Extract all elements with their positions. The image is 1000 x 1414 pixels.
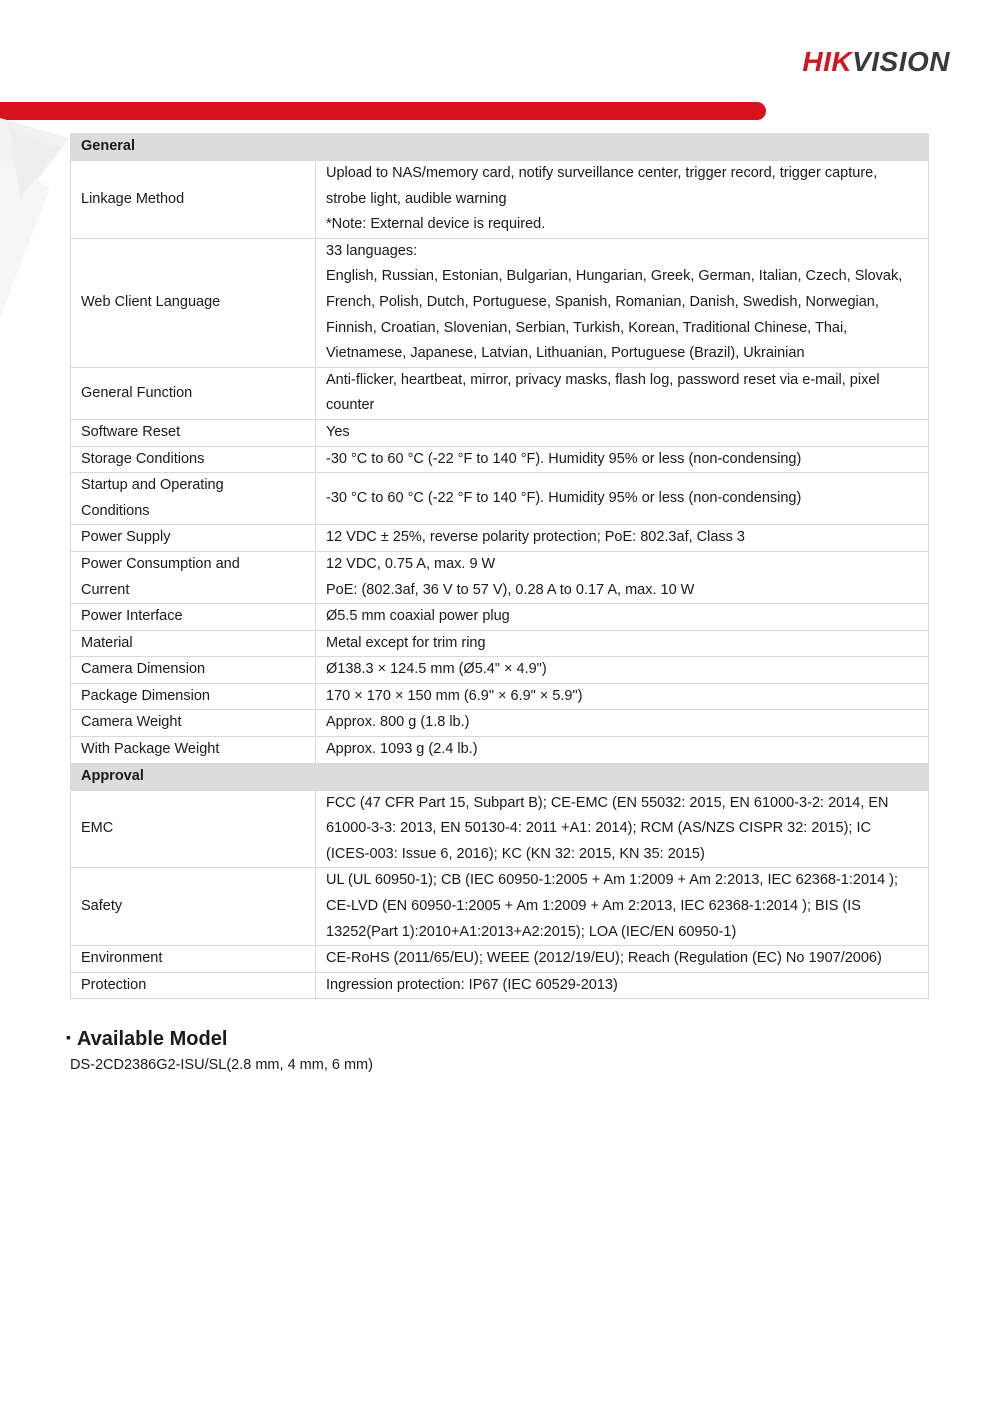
spec-key-line: Power Supply: [81, 529, 171, 546]
spec-value-line: -30 °C to 60 °C (-22 °F to 140 °F). Humidity 95% or less (non-condensing): [326, 489, 802, 506]
section-title: Approval: [71, 763, 929, 790]
spec-value-line: 33 languages:: [326, 242, 418, 259]
spec-value-line: 12 VDC, 0.75 A, max. 9 W: [326, 555, 496, 572]
spec-key-line: Power Interface: [81, 608, 183, 625]
spec-row: [71, 551, 929, 603]
spec-value: [316, 972, 929, 999]
spec-row: [71, 657, 929, 684]
spec-key-line: Environment: [81, 950, 163, 967]
spec-value-line: counter: [326, 397, 375, 414]
spec-value-line: -30 °C to 60 °C (-22 °F to 140 °F). Humidity 95% or less (non-condensing): [326, 450, 802, 467]
spec-key-line: Protection: [81, 976, 147, 993]
spec-value-line: 12 VDC ± 25%, reverse polarity protection; PoE: 802.3af, Class 3: [326, 529, 745, 546]
spec-key: [71, 525, 316, 552]
spec-key-line: Material: [81, 634, 133, 651]
section-title: General: [71, 134, 929, 161]
section-header-row: [71, 763, 929, 790]
spec-key-line: Safety: [81, 898, 123, 915]
spec-value: [316, 604, 929, 631]
spec-key: [71, 604, 316, 631]
spec-key-line: Package Dimension: [81, 687, 210, 704]
spec-key-line: Storage Conditions: [81, 450, 205, 467]
spec-row: [71, 446, 929, 473]
spec-value-line: Ø5.5 mm coaxial power plug: [326, 608, 510, 625]
spec-value: [316, 367, 929, 419]
spec-value: [316, 946, 929, 973]
spec-row: [71, 630, 929, 657]
logo-hik-text: HIK: [802, 46, 853, 77]
spec-value-line: Approx. 1093 g (2.4 lb.): [326, 741, 478, 758]
spec-key-line: Current: [81, 581, 130, 598]
spec-key: [71, 972, 316, 999]
spec-value-line: Vietnamese, Japanese, Latvian, Lithuanian, Portuguese (Brazil), Ukrainian: [326, 345, 805, 362]
spec-value-line: strobe light, audible warning: [326, 190, 507, 207]
spec-key-line: Power Consumption and: [81, 555, 240, 572]
spec-value-line: French, Polish, Dutch, Portuguese, Spanish, Romanian, Danish, Swedish, Norwegian,: [326, 293, 879, 310]
spec-key: [71, 683, 316, 710]
spec-row: [71, 868, 929, 946]
logo-vision-text: VISION: [852, 46, 950, 77]
spec-value: [316, 737, 929, 764]
spec-value-line: *Note: External device is required.: [326, 216, 546, 233]
spec-value-line: Anti-flicker, heartbeat, mirror, privacy masks, flash log, password reset via e-mail, pixel: [326, 371, 880, 388]
spec-row: [71, 710, 929, 737]
spec-key-line: General Function: [81, 384, 193, 401]
spec-key: [71, 473, 316, 525]
spec-value: [316, 161, 929, 239]
spec-value-line: UL (UL 60950-1); CB (IEC 60950-1:2005 + Am 1:2009 + Am 2:2013, IEC 62368-1:2014 );: [326, 872, 899, 889]
spec-value-line: 13252(Part 1):2010+A1:2013+A2:2015); LOA (IEC/EN 60950-1): [326, 923, 737, 940]
spec-value: [316, 419, 929, 446]
spec-value-line: Approx. 800 g (1.8 lb.): [326, 714, 470, 731]
available-model-name: DS-2CD2386G2-ISU/SL(2.8 mm, 4 mm, 6 mm): [70, 1057, 373, 1073]
spec-value-line: Finnish, Croatian, Slovenian, Serbian, Turkish, Korean, Traditional Chinese, Thai,: [326, 319, 848, 336]
spec-value-line: Upload to NAS/memory card, notify surveillance center, trigger record, trigger capture,: [326, 165, 878, 181]
spec-key: [71, 737, 316, 764]
spec-row: [71, 367, 929, 419]
available-model-title: Available Model: [76, 1028, 228, 1050]
spec-value: [316, 630, 929, 657]
spec-value-line: 170 × 170 × 150 mm (6.9" × 6.9" × 5.9"): [326, 687, 583, 704]
spec-value-line: 61000-3-3: 2013, EN 50130-4: 2011 +A1: 2014); RCM (AS/NZS CISPR 32: 2015); IC: [326, 820, 871, 837]
spec-value-line: Ingression protection: IP67 (IEC 60529-2013): [326, 976, 618, 993]
spec-value-line: Yes: [326, 423, 350, 440]
spec-value: [316, 683, 929, 710]
spec-key: [71, 238, 316, 367]
spec-value-line: English, Russian, Estonian, Bulgarian, Hungarian, Greek, German, Italian, Czech, Slovak,: [326, 268, 903, 285]
section-header-row: [71, 134, 929, 161]
spec-row: [71, 972, 929, 999]
spec-row: [71, 946, 929, 973]
spec-value: [316, 238, 929, 367]
spec-value: [316, 868, 929, 946]
spec-value: [316, 473, 929, 525]
spec-key: [71, 710, 316, 737]
available-model-heading: [66, 1028, 227, 1051]
header-red-bar: [0, 102, 766, 120]
spec-value: [316, 657, 929, 684]
hikvision-logo: [802, 46, 950, 78]
spec-key: [71, 868, 316, 946]
spec-row: [71, 238, 929, 367]
spec-value-line: CE-RoHS (2011/65/EU); WEEE (2012/19/EU); Reach (Regulation (EC) No 1907/2006): [326, 950, 882, 967]
spec-row: [71, 419, 929, 446]
spec-row: [71, 525, 929, 552]
spec-value: [316, 710, 929, 737]
spec-value-line: Ø138.3 × 124.5 mm (Ø5.4" × 4.9"): [326, 661, 547, 678]
spec-row: [71, 683, 929, 710]
spec-value: [316, 551, 929, 603]
specification-table: [70, 133, 929, 999]
spec-key-line: Web Client Language: [81, 293, 221, 310]
spec-key-line: Camera Dimension: [81, 661, 206, 678]
spec-key: [71, 551, 316, 603]
spec-key-line: With Package Weight: [81, 741, 220, 758]
spec-key: [71, 419, 316, 446]
spec-value-line: PoE: (802.3af, 36 V to 57 V), 0.28 A to 0.17 A, max. 10 W: [326, 581, 695, 598]
decorative-triangle-graphic: [0, 118, 70, 318]
spec-key: [71, 657, 316, 684]
spec-value-line: (ICES-003: Issue 6, 2016); KC (KN 32: 2015, KN 35: 2015): [326, 845, 705, 862]
spec-key-line: Software Reset: [81, 423, 181, 440]
spec-key: [71, 446, 316, 473]
spec-key-line: Camera Weight: [81, 714, 182, 731]
spec-value: [316, 790, 929, 868]
spec-key-line: Linkage Method: [81, 190, 185, 207]
spec-row: [71, 790, 929, 868]
spec-value-line: Metal except for trim ring: [326, 634, 486, 651]
spec-row: [71, 737, 929, 764]
bullet-icon: ▪: [66, 1029, 71, 1045]
spec-key: [71, 367, 316, 419]
spec-key: [71, 946, 316, 973]
spec-key-line: Conditions: [81, 502, 150, 519]
spec-row: [71, 604, 929, 631]
spec-value: [316, 446, 929, 473]
spec-row: [71, 161, 929, 239]
spec-key-line: Startup and Operating: [81, 477, 224, 494]
spec-value: [316, 525, 929, 552]
spec-key: [71, 630, 316, 657]
spec-value-line: CE-LVD (EN 60950-1:2005 + Am 1:2009 + Am 2:2013, IEC 62368-1:2014 ); BIS (IS: [326, 898, 861, 915]
spec-key: [71, 790, 316, 868]
spec-key: [71, 161, 316, 239]
spec-key-line: EMC: [81, 820, 114, 837]
spec-row: [71, 473, 929, 525]
spec-value-line: FCC (47 CFR Part 15, Subpart B); CE-EMC (EN 55032: 2015, EN 61000-3-2: 2014, EN: [326, 794, 889, 811]
